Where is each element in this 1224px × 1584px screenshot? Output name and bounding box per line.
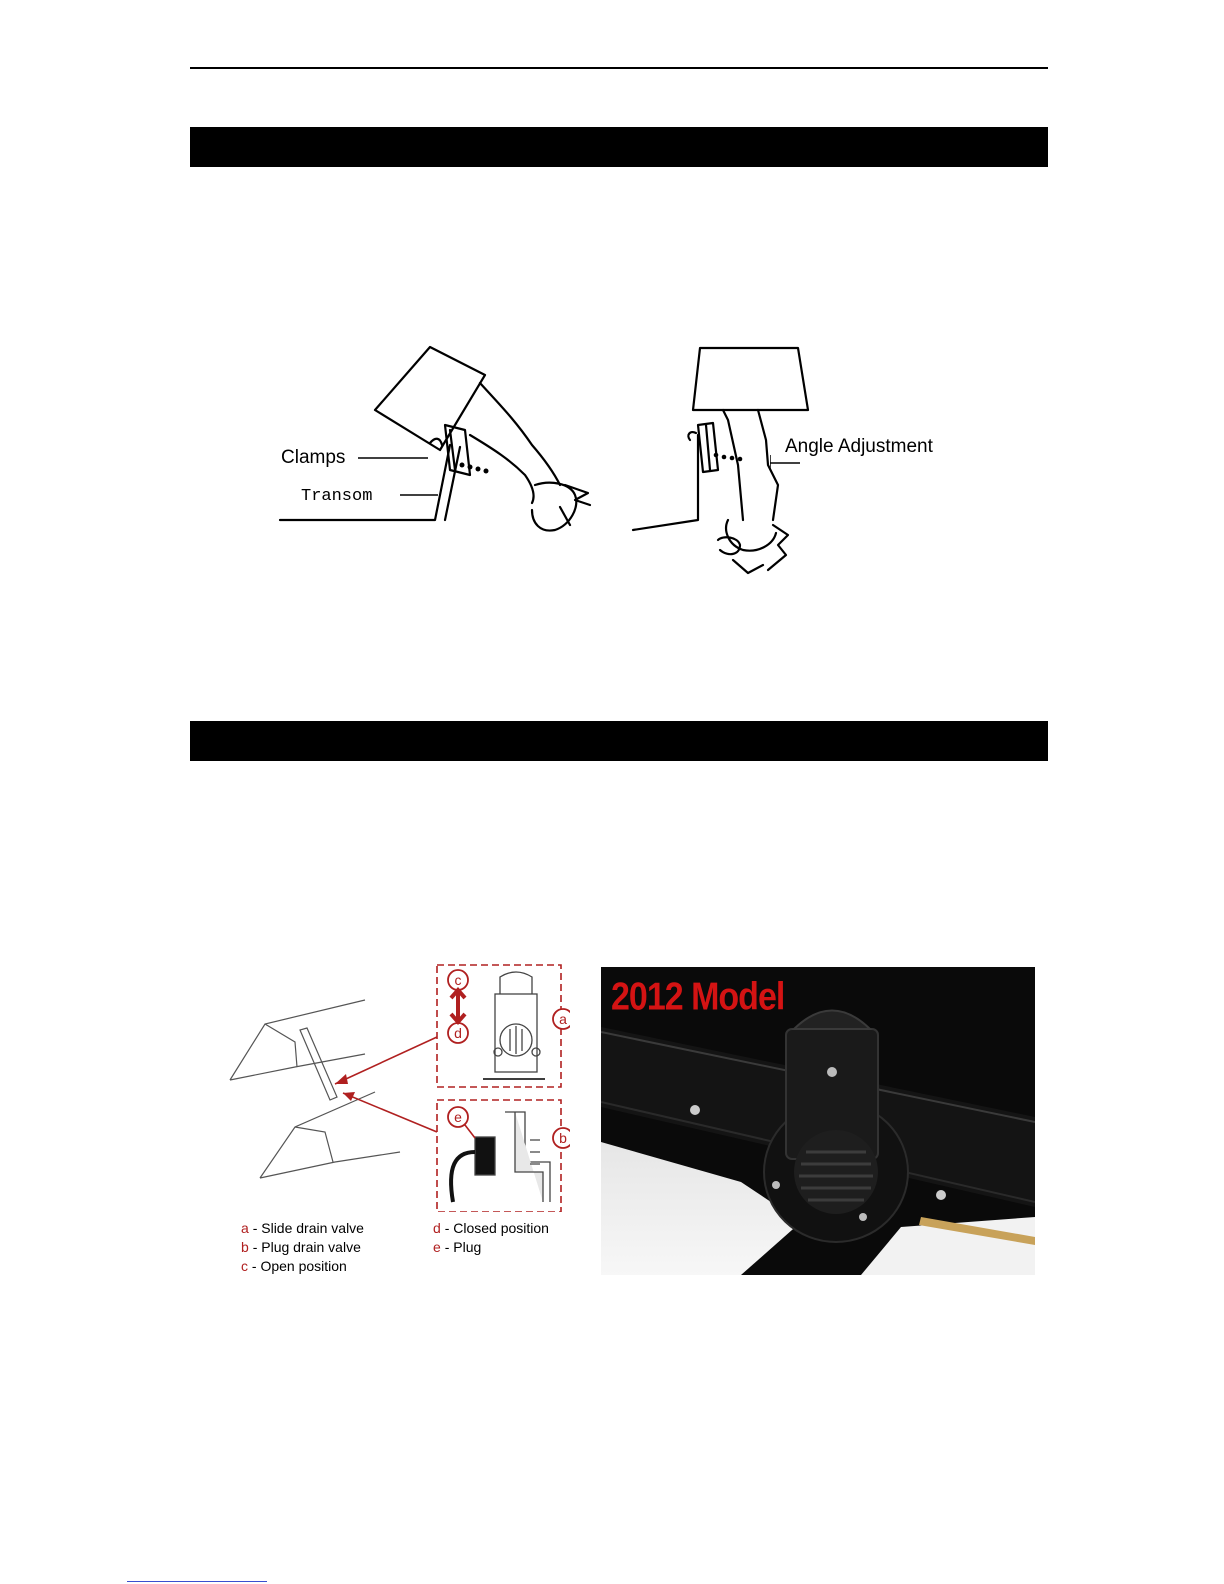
drain-valve-diagram (225, 962, 570, 1212)
drain-legend-right (433, 1219, 549, 1257)
callout-d: d (454, 1025, 462, 1041)
header-rule (190, 67, 1048, 69)
callout-a: a (559, 1011, 567, 1027)
legend-item: b - Plug drain valve (241, 1239, 361, 1255)
callout-b: b (559, 1130, 567, 1146)
callout-e: e (454, 1109, 462, 1125)
section-header-bar (190, 127, 1048, 167)
angle-indicator-line (770, 455, 830, 475)
legend-item: e - Plug (433, 1239, 482, 1255)
legend-item: a - Slide drain valve (241, 1220, 364, 1236)
drain-valve-photo (601, 967, 1035, 1275)
section-header-bar (190, 721, 1048, 761)
photo-caption: 2012 Model (611, 975, 785, 1019)
outboard-clamp-illustration (270, 335, 610, 550)
callout-c: c (454, 972, 462, 988)
drain-legend-left (241, 1219, 364, 1276)
legend-item: d - Closed position (433, 1220, 549, 1236)
transom-label: Transom (301, 487, 373, 506)
clamps-label: Clamps (281, 447, 346, 468)
angle-adjustment-label: Angle Adjustment (785, 436, 933, 457)
footer-link-underline[interactable] (127, 1581, 267, 1582)
legend-item: c - Open position (241, 1258, 347, 1274)
